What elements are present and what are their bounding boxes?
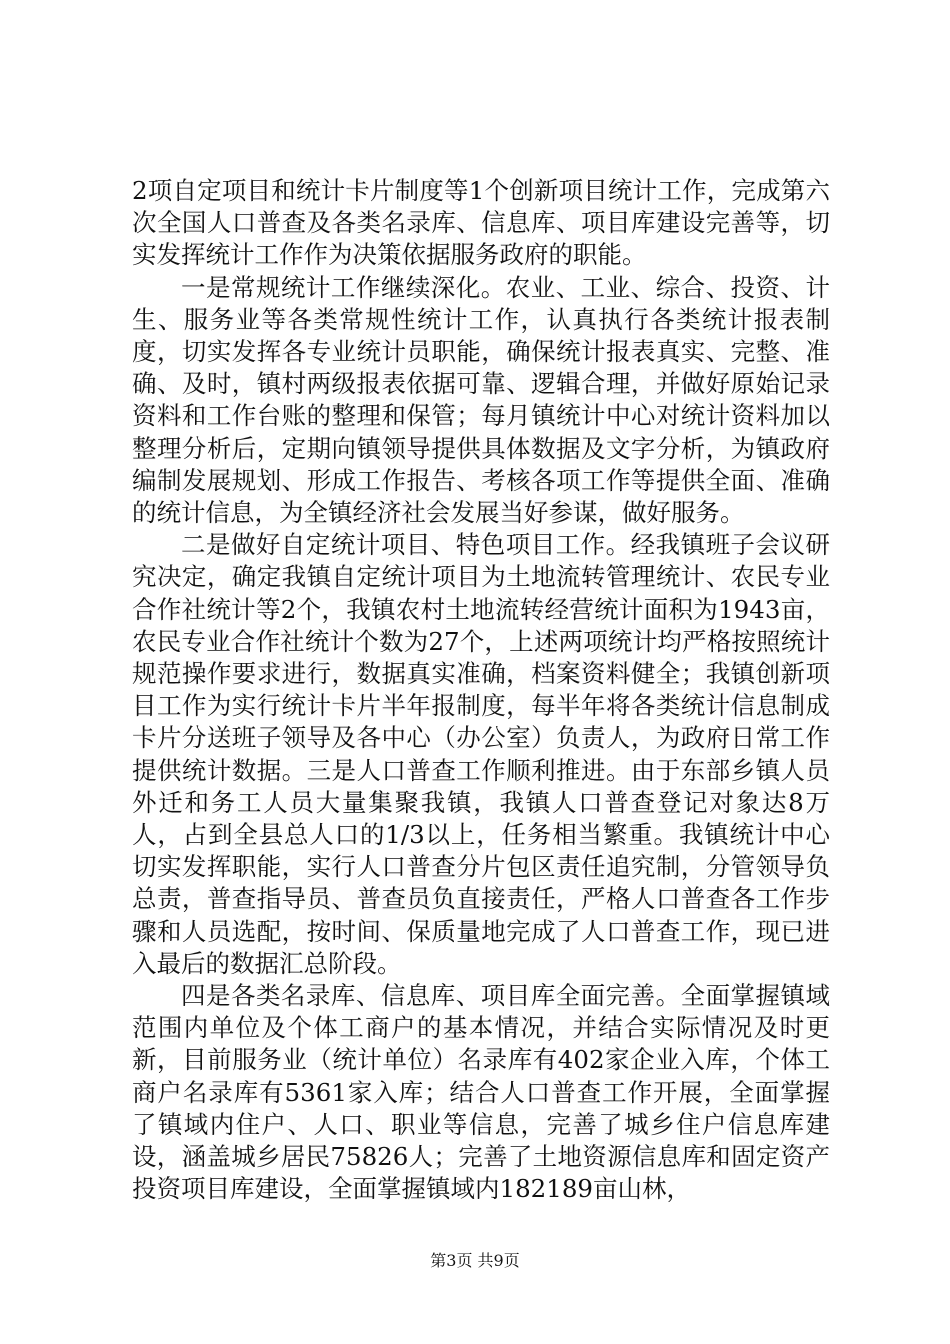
document-body	[132, 175, 830, 1206]
paragraph-1: 2项自定项目和统计卡片制度等1个创新项目统计工作，完成第六次全国人口普查及各类名录库、信息库、项目库建设完善等，切实发挥统计工作作为决策依据服务政府的职能。	[132, 176, 830, 270]
page-number-footer: 第3页 共9页	[430, 1251, 520, 1270]
paragraph-2: 一是常规统计工作继续深化。农业、工业、综合、投资、计生、服务业等各类常规性统计工作，认真执行各类统计报表制度，切实发挥各专业统计员职能，确保统计报表真实、完整、准确、及时，镇村两级报表依据可靠、逻辑合理，并做好原始记录资料和工作台账的整理和保管；每月镇统计中心对统计资料加以整理分析后，定期向镇领导提供具体数据及文字分析，为镇政府编制发展规划、形成工作报告、考核各项工作等提供全面、准确的统计信息，为全镇经济社会发展当好参谋，做好服务。	[132, 272, 830, 528]
paragraph-3: 二是做好自定统计项目、特色项目工作。经我镇班子会议研究决定，确定我镇自定统计项目为土地流转管理统计、农民专业合作社统计等2个，我镇农村土地流转经营统计面积为1943亩，农民专业合作社统计个数为27个，上述两项统计均严格按照统计规范操作要求进行，数据真实准确，档案资料健全；我镇创新项目工作为实行统计卡片半年报制度，每半年将各类统计信息制成卡片分送班子领导及各中心（办公室）负责人，为政府日常工作提供统计数据。三是人口普查工作顺利推进。由于东部乡镇人员外迁和务工人员大量集聚我镇，我镇人口普查登记对象达8万人，占到全县总人口的1/3以上，任务相当繁重。我镇统计中心切实发挥职能，实行人口普查分片包区责任追究制，分管领导负总责，普查指导员、普查员负直接责任，严格人口普查各工作步骤和人员选配，按时间、保质量地完成了人口普查工作，现已进入最后的数据汇总阶段。	[132, 530, 830, 978]
paragraph-4: 四是各类名录库、信息库、项目库全面完善。全面掌握镇域范围内单位及个体工商户的基本情况，并结合实际情况及时更新，目前服务业（统计单位）名录库有402家企业入库，个体工商户名录库有5361家入库；结合人口普查工作开展，全面掌握了镇域内住户、人口、职业等信息，完善了城乡住户信息库建设，涵盖城乡居民75826人；完善了土地资源信息库和固定资产投资项目库建设，全面掌握镇域内182189亩山林，	[132, 981, 830, 1204]
